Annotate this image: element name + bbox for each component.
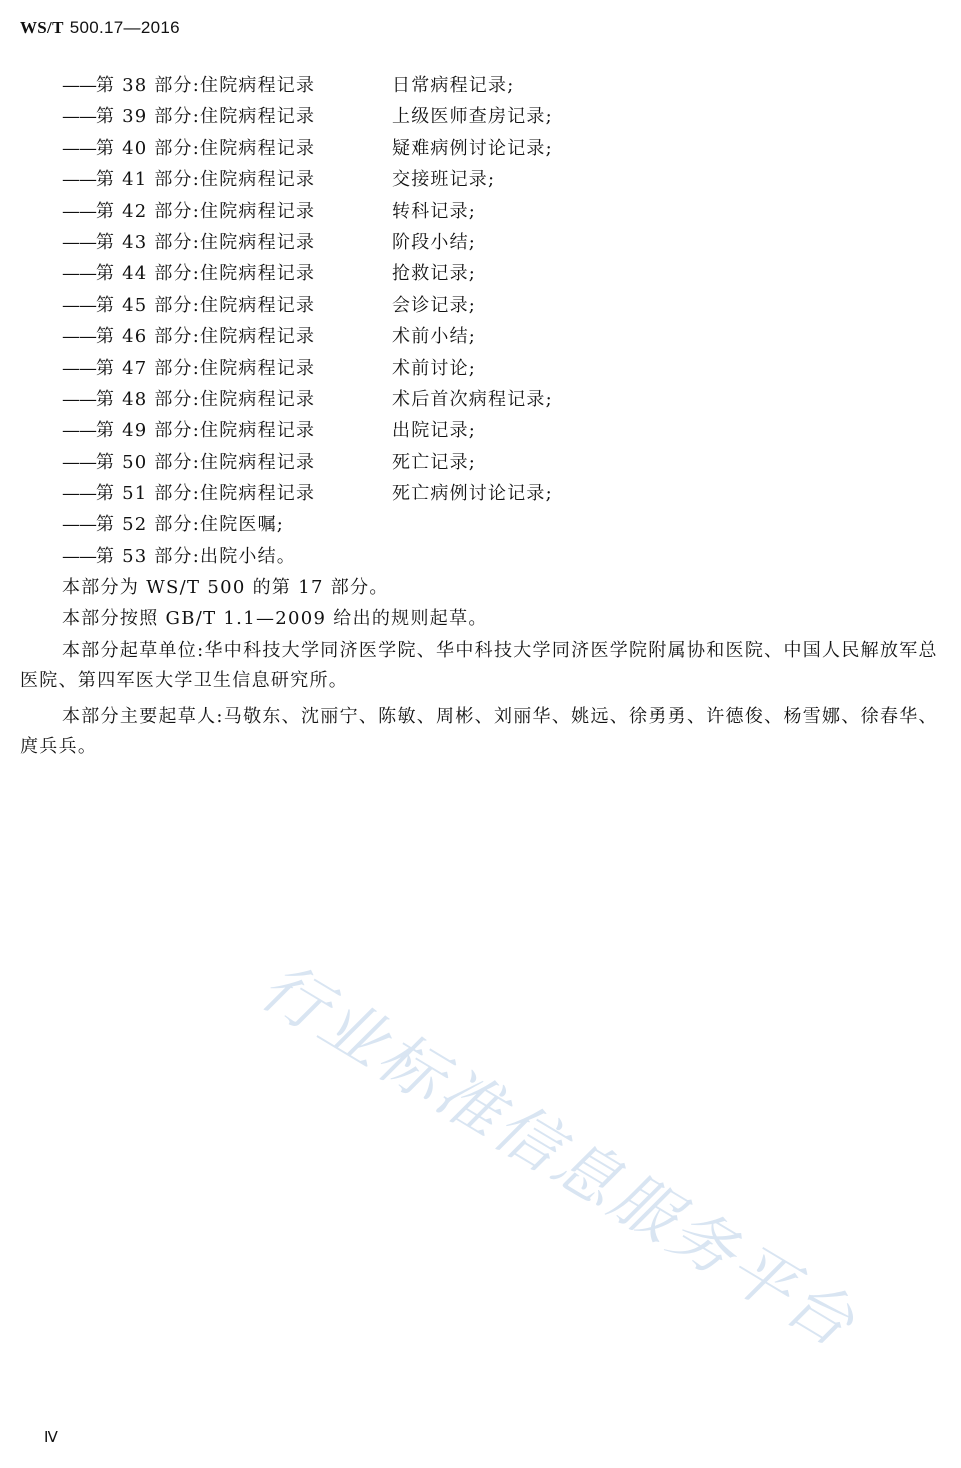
list-item-tail: 疑难病例讨论记录; bbox=[392, 137, 553, 159]
paragraph-text: 本部分为 WS/T 500 的第 17 部分。 bbox=[62, 577, 389, 598]
list-item-head: 第 51 部分:住院病程记录 bbox=[96, 483, 316, 505]
list-item bbox=[62, 478, 553, 509]
watermark: 行业标准信息服务平台 bbox=[247, 949, 869, 1364]
list-item-head: 第 50 部分:住院病程记录 bbox=[96, 451, 316, 473]
list-item-head: 第 47 部分:住院病程记录 bbox=[96, 357, 316, 379]
list-dash: —— bbox=[62, 200, 96, 222]
list-item-tail: 转科记录; bbox=[392, 200, 477, 222]
list-item-head: 第 49 部分:住院病程记录 bbox=[96, 420, 316, 442]
list-dash: —— bbox=[62, 545, 96, 567]
list-dash: —— bbox=[62, 231, 96, 253]
paragraph-text: 本部分起草单位:华中科技大学同济医学院、华中科技大学同济医学院附属协和医院、中国人民解放军总医院、第四军医大学卫生信息研究所。 bbox=[20, 640, 938, 691]
list-dash: —— bbox=[62, 294, 96, 316]
list-item-tail: 上级医师查房记录; bbox=[392, 106, 553, 128]
standard-code: WS/T bbox=[20, 18, 64, 37]
list-dash: —— bbox=[62, 420, 96, 442]
document-header bbox=[20, 18, 180, 38]
list-item-tail: 交接班记录; bbox=[392, 169, 496, 191]
list-item-tail: 死亡病例讨论记录; bbox=[392, 483, 553, 505]
list-dash: —— bbox=[62, 75, 96, 96]
list-item bbox=[62, 384, 553, 415]
list-item-tail: 会诊记录; bbox=[392, 294, 477, 316]
list-dash: —— bbox=[62, 263, 96, 285]
list-item bbox=[62, 258, 553, 289]
list-item-head: 第 39 部分:住院病程记录 bbox=[96, 106, 316, 128]
list-dash: —— bbox=[62, 169, 96, 191]
list-item-head: 第 43 部分:住院病程记录 bbox=[96, 231, 316, 253]
list-item bbox=[62, 321, 553, 352]
list-item bbox=[62, 227, 553, 258]
part-list bbox=[62, 70, 553, 572]
list-item-tail: 死亡记录; bbox=[392, 451, 477, 473]
list-item bbox=[62, 353, 553, 384]
list-item-tail: 日常病程记录; bbox=[392, 75, 515, 96]
list-item-tail: 术后首次病程记录; bbox=[392, 388, 553, 410]
paragraph-text: 本部分主要起草人:马敬东、沈丽宁、陈敏、周彬、刘丽华、姚远、徐勇勇、许德俊、杨雪娜、徐春华、庹兵兵。 bbox=[20, 706, 938, 757]
list-item-head: 第 38 部分:住院病程记录 bbox=[96, 75, 316, 96]
paragraph-drafters bbox=[20, 702, 942, 762]
list-item bbox=[62, 290, 553, 321]
paragraph-drafting-rules bbox=[20, 604, 942, 634]
list-item bbox=[62, 164, 553, 195]
list-item-head: 第 44 部分:住院病程记录 bbox=[96, 263, 316, 285]
list-item-head: 第 45 部分:住院病程记录 bbox=[96, 294, 316, 316]
list-dash: —— bbox=[62, 483, 96, 505]
list-item-tail: 术前小结; bbox=[392, 326, 477, 348]
list-dash: —— bbox=[62, 326, 96, 348]
standard-number: 500.17—2016 bbox=[69, 18, 180, 37]
paragraph-text: 本部分按照 GB/T 1.1—2009 给出的规则起草。 bbox=[62, 608, 488, 629]
list-dash: —— bbox=[62, 106, 96, 128]
list-item-head: 第 46 部分:住院病程记录 bbox=[96, 326, 316, 348]
list-item-head: 第 53 部分:出院小结。 bbox=[96, 545, 297, 567]
list-item-head: 第 52 部分:住院医嘱; bbox=[96, 514, 285, 536]
list-dash: —— bbox=[62, 388, 96, 410]
list-dash: —— bbox=[62, 357, 96, 379]
list-item bbox=[62, 447, 553, 478]
list-item bbox=[62, 196, 553, 227]
list-dash: —— bbox=[62, 137, 96, 159]
list-item-tail: 出院记录; bbox=[392, 420, 477, 442]
list-dash: —— bbox=[62, 451, 96, 473]
list-item-tail: 抢救记录; bbox=[392, 263, 477, 285]
list-item-head: 第 41 部分:住院病程记录 bbox=[96, 169, 316, 191]
list-item-head: 第 42 部分:住院病程记录 bbox=[96, 200, 316, 222]
list-item bbox=[62, 70, 553, 101]
list-item bbox=[62, 415, 553, 446]
list-item-head: 第 48 部分:住院病程记录 bbox=[96, 388, 316, 410]
list-item bbox=[62, 101, 553, 132]
list-item bbox=[62, 541, 553, 572]
page-number: Ⅳ bbox=[44, 1430, 58, 1446]
paragraph-drafting-units bbox=[20, 636, 942, 696]
list-item bbox=[62, 509, 553, 540]
list-item-tail: 阶段小结; bbox=[392, 231, 477, 253]
list-dash: —— bbox=[62, 514, 96, 536]
list-item bbox=[62, 133, 553, 164]
paragraph-part-number bbox=[20, 573, 942, 603]
list-item-head: 第 40 部分:住院病程记录 bbox=[96, 137, 316, 159]
list-item-tail: 术前讨论; bbox=[392, 357, 477, 379]
